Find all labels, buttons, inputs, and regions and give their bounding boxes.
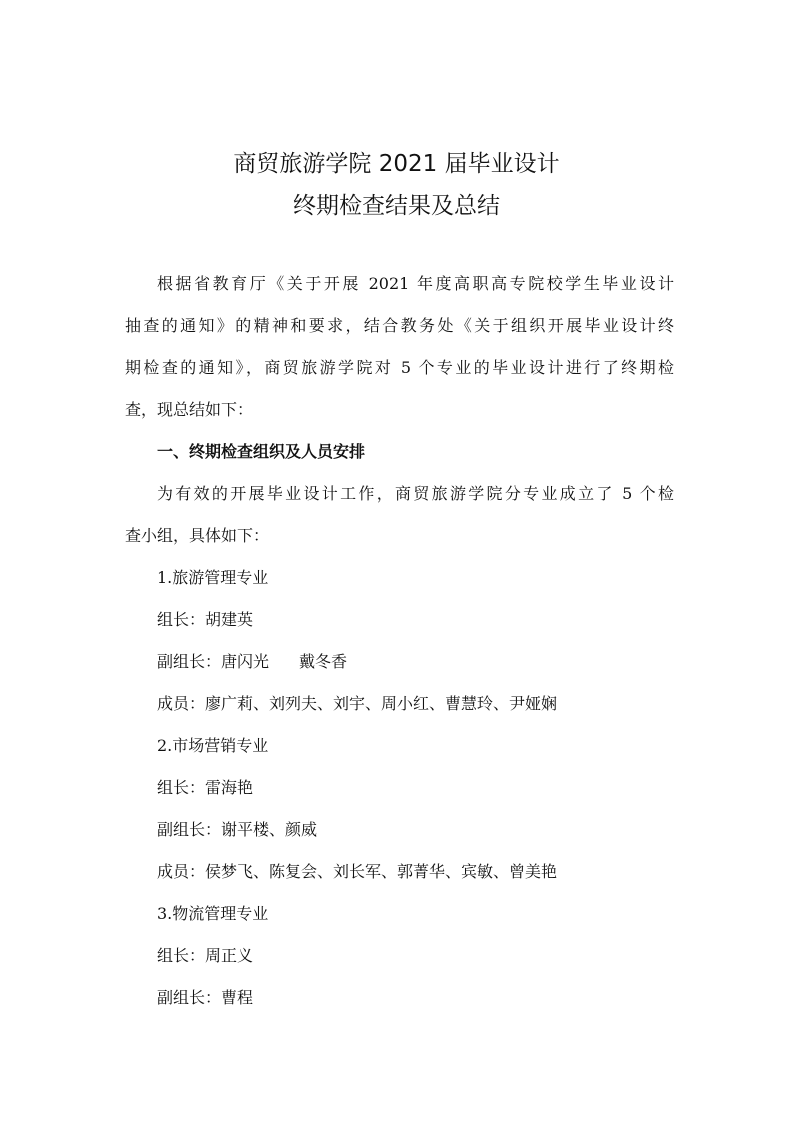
document-title-line2: 终期检查结果及总结 [293,193,500,219]
intro-line-3: 期检查的通知》，商贸旅游学院对 5 个专业的毕业设计进行了终期检 [125,358,674,377]
group-deputy-extra: 戴冬香 [299,652,348,671]
section-paragraph-line-1: 为有效的开展毕业设计工作，商贸旅游学院分专业成立了 5 个检 [157,484,674,503]
group-major: 2.市场营销专业 [157,736,269,755]
group-deputy: 副组长：谢平楼、颜威 [157,820,318,839]
section-paragraph-line-2: 查小组，具体如下： [125,526,270,545]
group-major: 3.物流管理专业 [157,904,269,923]
group-major: 1.旅游管理专业 [157,568,269,587]
group-leader: 组长：胡建英 [157,610,254,629]
intro-line-1: 根据省教育厅《关于开展 2021 年度高职高专院校学生毕业设计 [157,274,674,293]
group-deputy: 副组长：曹程 [157,988,254,1007]
intro-line-2: 抽查的通知》的精神和要求，结合教务处《关于组织开展毕业设计终 [125,316,674,335]
group-deputy [157,651,347,673]
document-title-line1: 商贸旅游学院 2021 届毕业设计 [233,151,560,177]
group-members: 成员：侯梦飞、陈复会、刘长军、郭菁华、宾敏、曾美艳 [157,862,558,881]
group-deputy-label: 副组长：唐闪光 [157,652,270,671]
section-heading: 一、终期检查组织及人员安排 [157,442,366,461]
group-leader: 组长：雷海艳 [157,778,254,797]
group-members: 成员：廖广莉、刘列夫、刘宇、周小红、曹慧玲、尹娅娴 [157,694,558,713]
intro-line-4: 查，现总结如下： [125,400,254,419]
group-leader: 组长：周正义 [157,946,254,965]
